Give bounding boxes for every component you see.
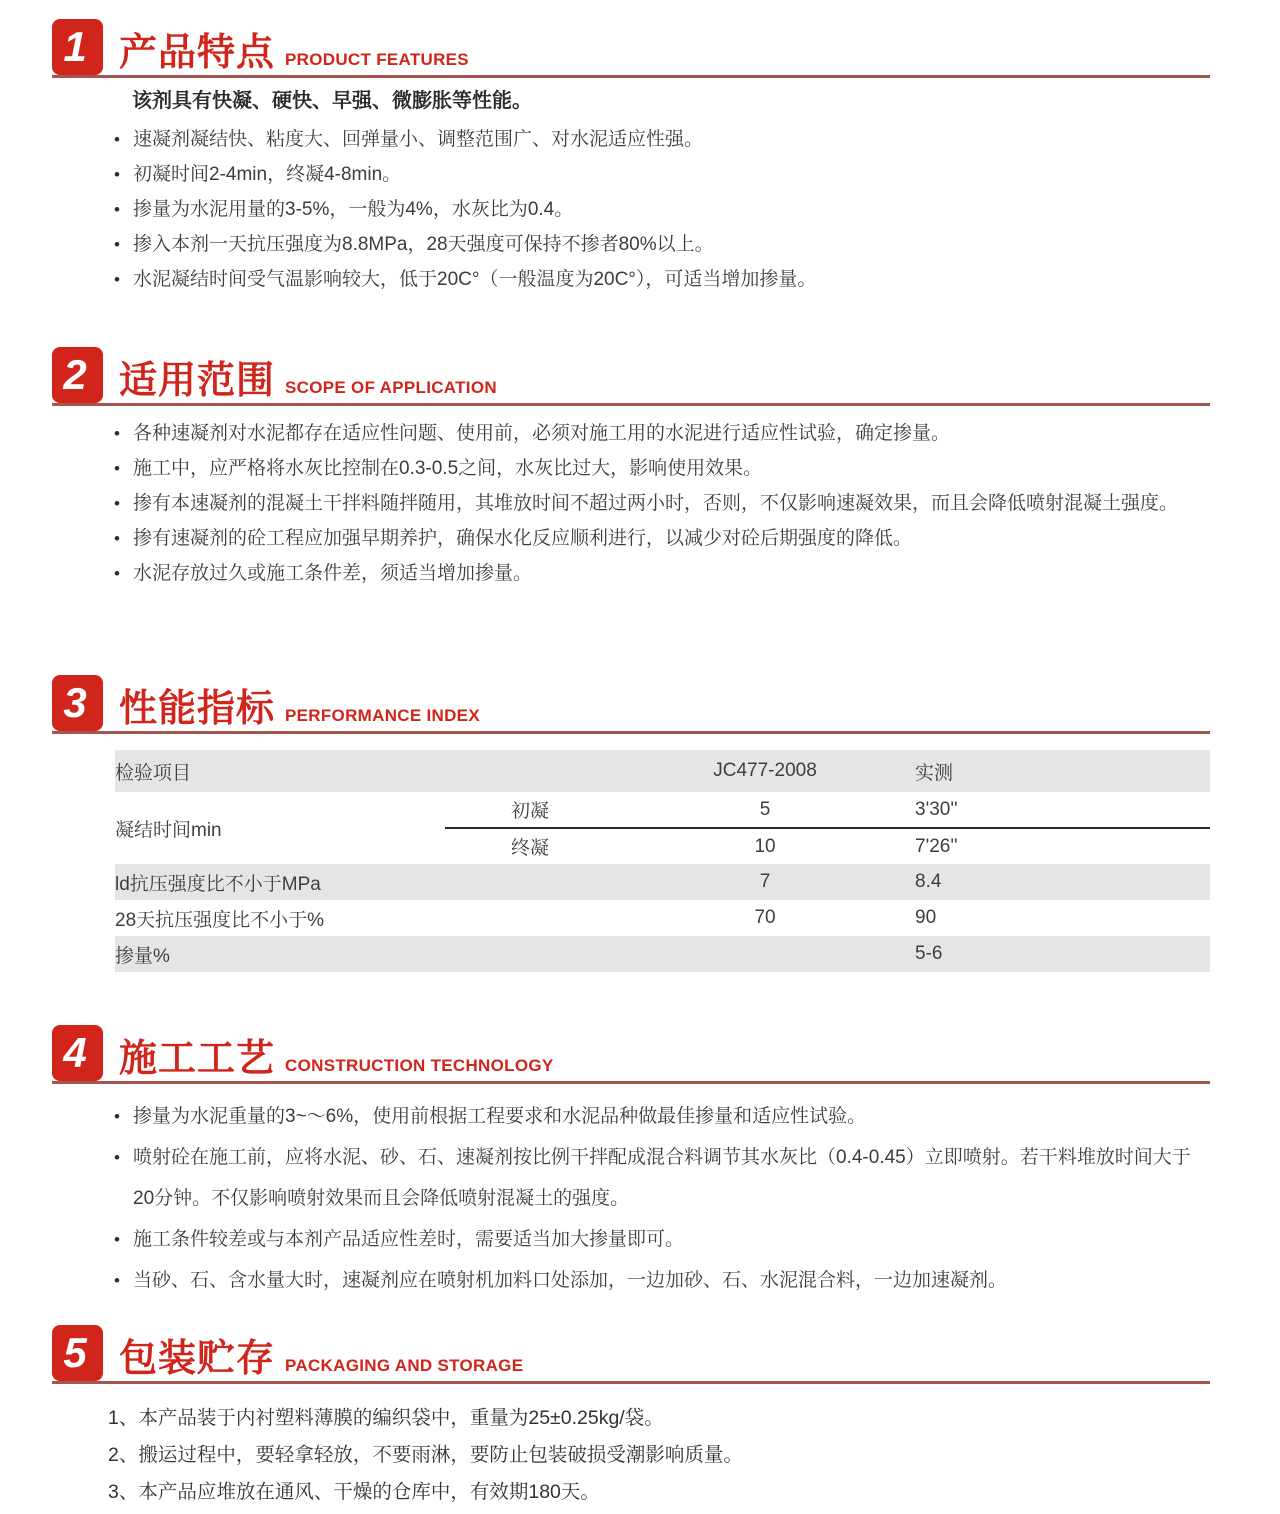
bullet-text: 施工条件较差或与本剂产品适应性差时，需要适当加大掺量即可。 — [133, 1229, 685, 1250]
list-item — [112, 416, 1198, 451]
bullet-text: 速凝剂凝结快、粘度大、回弹量小、调整范围广、对水泥适应性强。 — [133, 129, 704, 150]
list-item — [112, 157, 1198, 192]
bullet-icon: • — [114, 270, 120, 289]
table-cell-measured: 3'30'' — [915, 798, 958, 820]
list-item — [112, 1137, 1198, 1219]
section-number-badge: 4 — [52, 1025, 103, 1081]
section-subtitle: PACKAGING AND STORAGE — [285, 1356, 524, 1375]
intro-statement: 该剂具有快凝、硬快、早强、微膨胀等性能。 — [132, 90, 532, 112]
bullet-icon: • — [114, 200, 120, 219]
list-item — [112, 122, 1198, 157]
list-item: 1、本产品装于内衬塑料薄膜的编织袋中，重量为25±0.25kg/袋。 — [108, 1407, 664, 1429]
section-performance-index — [52, 672, 1210, 972]
list-item — [112, 1219, 1198, 1260]
section-header — [52, 1322, 1210, 1384]
section-scope-of-application — [52, 344, 1210, 591]
bullet-text: 掺有速凝剂的砼工程应加强早期养护，确保水化反应顺利进行，以减少对砼后期强度的降低。 — [133, 528, 913, 549]
section-subtitle: PRODUCT FEATURES — [285, 50, 469, 69]
section-title: 适用范围 — [119, 360, 276, 402]
section-subtitle: PERFORMANCE INDEX — [285, 706, 480, 725]
table-row-28d-strength — [115, 900, 1210, 936]
bullet-text: 初凝时间2-4min，终凝4-8min。 — [133, 164, 402, 185]
table-cell-label: 28天抗压强度比不小于% — [115, 909, 325, 931]
table-cell-label: 掺量% — [115, 945, 170, 967]
section-construction-technology — [52, 1022, 1210, 1301]
section-header — [52, 16, 1210, 78]
section-packaging-storage — [52, 1322, 1210, 1511]
list-item: 3、本产品应堆放在通风、干燥的仓库中，有效期180天。 — [108, 1481, 600, 1503]
list-item: 2、搬运过程中，要轻拿轻放，不要雨淋，要防止包装破损受潮影响质量。 — [108, 1444, 743, 1466]
list-item — [112, 262, 1198, 297]
section-header — [52, 1022, 1210, 1084]
list-item — [112, 521, 1198, 556]
bullet-icon: • — [114, 529, 120, 548]
section-subtitle: CONSTRUCTION TECHNOLOGY — [285, 1056, 554, 1075]
list-item — [112, 451, 1198, 486]
numbered-list — [108, 1400, 1210, 1511]
table-cell-standard: 7 — [759, 871, 771, 892]
section-product-features — [52, 16, 1210, 297]
section-title: 产品特点 — [119, 32, 276, 74]
table-header-row — [115, 750, 1210, 792]
list-item — [112, 192, 1198, 227]
bullet-text: 掺入本剂一天抗压强度为8.8MPa，28天强度可保持不掺者80%以上。 — [133, 234, 714, 255]
bullet-text: 掺量为水泥重量的3~～6%，使用前根据工程要求和水泥品种做最佳掺量和适应性试验。 — [133, 1106, 867, 1127]
section-title: 性能指标 — [119, 688, 276, 730]
bullet-icon: • — [114, 1230, 120, 1249]
table-cell-label: ld抗压强度比不小于MPa — [115, 873, 321, 895]
bullet-text: 喷射砼在施工前，应将水泥、砂、石、速凝剂按比例干拌配成混合料调节其水灰比（0.4-0.45）立即喷射。若干料堆放时间大于20分钟。不仅影响喷射效果而且会降低喷射混凝土的强度。 — [133, 1147, 1191, 1209]
section-subtitle: SCOPE OF APPLICATION — [285, 378, 497, 397]
bullet-icon: • — [114, 165, 120, 184]
section-number-badge: 1 — [52, 19, 103, 75]
list-item — [112, 486, 1198, 521]
section-number-badge: 3 — [52, 675, 103, 731]
table-cell-setting-time-label: 凝结时间min — [115, 819, 222, 841]
bullet-text: 掺量为水泥用量的3-5%，一般为4%，水灰比为0.4。 — [133, 199, 574, 220]
table-row-1d-strength — [115, 864, 1210, 900]
table-cell-measured: 5-6 — [915, 943, 943, 964]
bullet-icon: • — [114, 1271, 120, 1290]
table-cell-standard: 10 — [615, 828, 915, 864]
bullet-list — [112, 416, 1198, 591]
list-item — [112, 1260, 1198, 1301]
table-cell-standard — [615, 936, 915, 972]
section-title: 施工工艺 — [119, 1038, 276, 1080]
table-row-dosage — [115, 936, 1210, 972]
list-item — [112, 1096, 1198, 1137]
section-title: 包装贮存 — [119, 1338, 276, 1380]
bullet-icon: • — [114, 235, 120, 254]
table-cell-measured: 8.4 — [915, 871, 942, 892]
performance-table — [115, 750, 1210, 972]
table-header-measured: 实测 — [915, 762, 954, 784]
list-item — [112, 227, 1198, 262]
table-cell-standard: 5 — [759, 798, 771, 820]
bullet-text: 各种速凝剂对水泥都存在适应性问题、使用前，必须对施工用的水泥进行适应性试验，确定掺量。 — [133, 423, 951, 444]
table-row-initial-setting — [115, 792, 1210, 828]
bullet-list — [112, 1096, 1198, 1301]
table-header-item: 检验项目 — [115, 762, 192, 784]
bullet-text: 掺有本速凝剂的混凝土干拌料随拌随用，其堆放时间不超过两小时，否则，不仅影响速凝效果，而且会降低喷射混凝土强度。 — [133, 493, 1179, 514]
bullet-text: 施工中，应严格将水灰比控制在0.3-0.5之间，水灰比过大，影响使用效果。 — [133, 458, 763, 479]
bullet-icon: • — [114, 564, 120, 583]
bullet-text: 水泥存放过久或施工条件差，须适当增加掺量。 — [133, 563, 533, 584]
bullet-icon: • — [114, 1107, 120, 1126]
bullet-text: 当砂、石、含水量大时，速凝剂应在喷射机加料口处添加，一边加砂、石、水泥混合料，一边加速凝剂。 — [133, 1270, 1008, 1291]
bullet-icon: • — [114, 424, 120, 443]
section-number-badge: 2 — [52, 347, 103, 403]
section-header — [52, 672, 1210, 734]
bullet-icon: • — [114, 494, 120, 513]
bullet-icon: • — [114, 459, 120, 478]
bullet-list — [112, 122, 1198, 297]
bullet-icon: • — [114, 1148, 120, 1167]
table-header-standard: JC477-2008 — [713, 760, 817, 781]
list-item — [112, 556, 1198, 591]
bullet-text: 水泥凝结时间受气温影响较大，低于20C°（一般温度为20C°），可适当增加掺量。 — [133, 269, 817, 290]
bullet-icon: • — [114, 130, 120, 149]
table-cell-measured: 90 — [915, 907, 937, 928]
section-number-badge: 5 — [52, 1325, 103, 1381]
table-cell-sub-label: 初凝 — [511, 801, 550, 822]
table-cell-sub-label: 终凝 — [445, 828, 615, 864]
table-cell-standard: 70 — [754, 907, 776, 928]
section-header — [52, 344, 1210, 406]
table-cell-measured: 7'26'' — [915, 828, 1210, 864]
